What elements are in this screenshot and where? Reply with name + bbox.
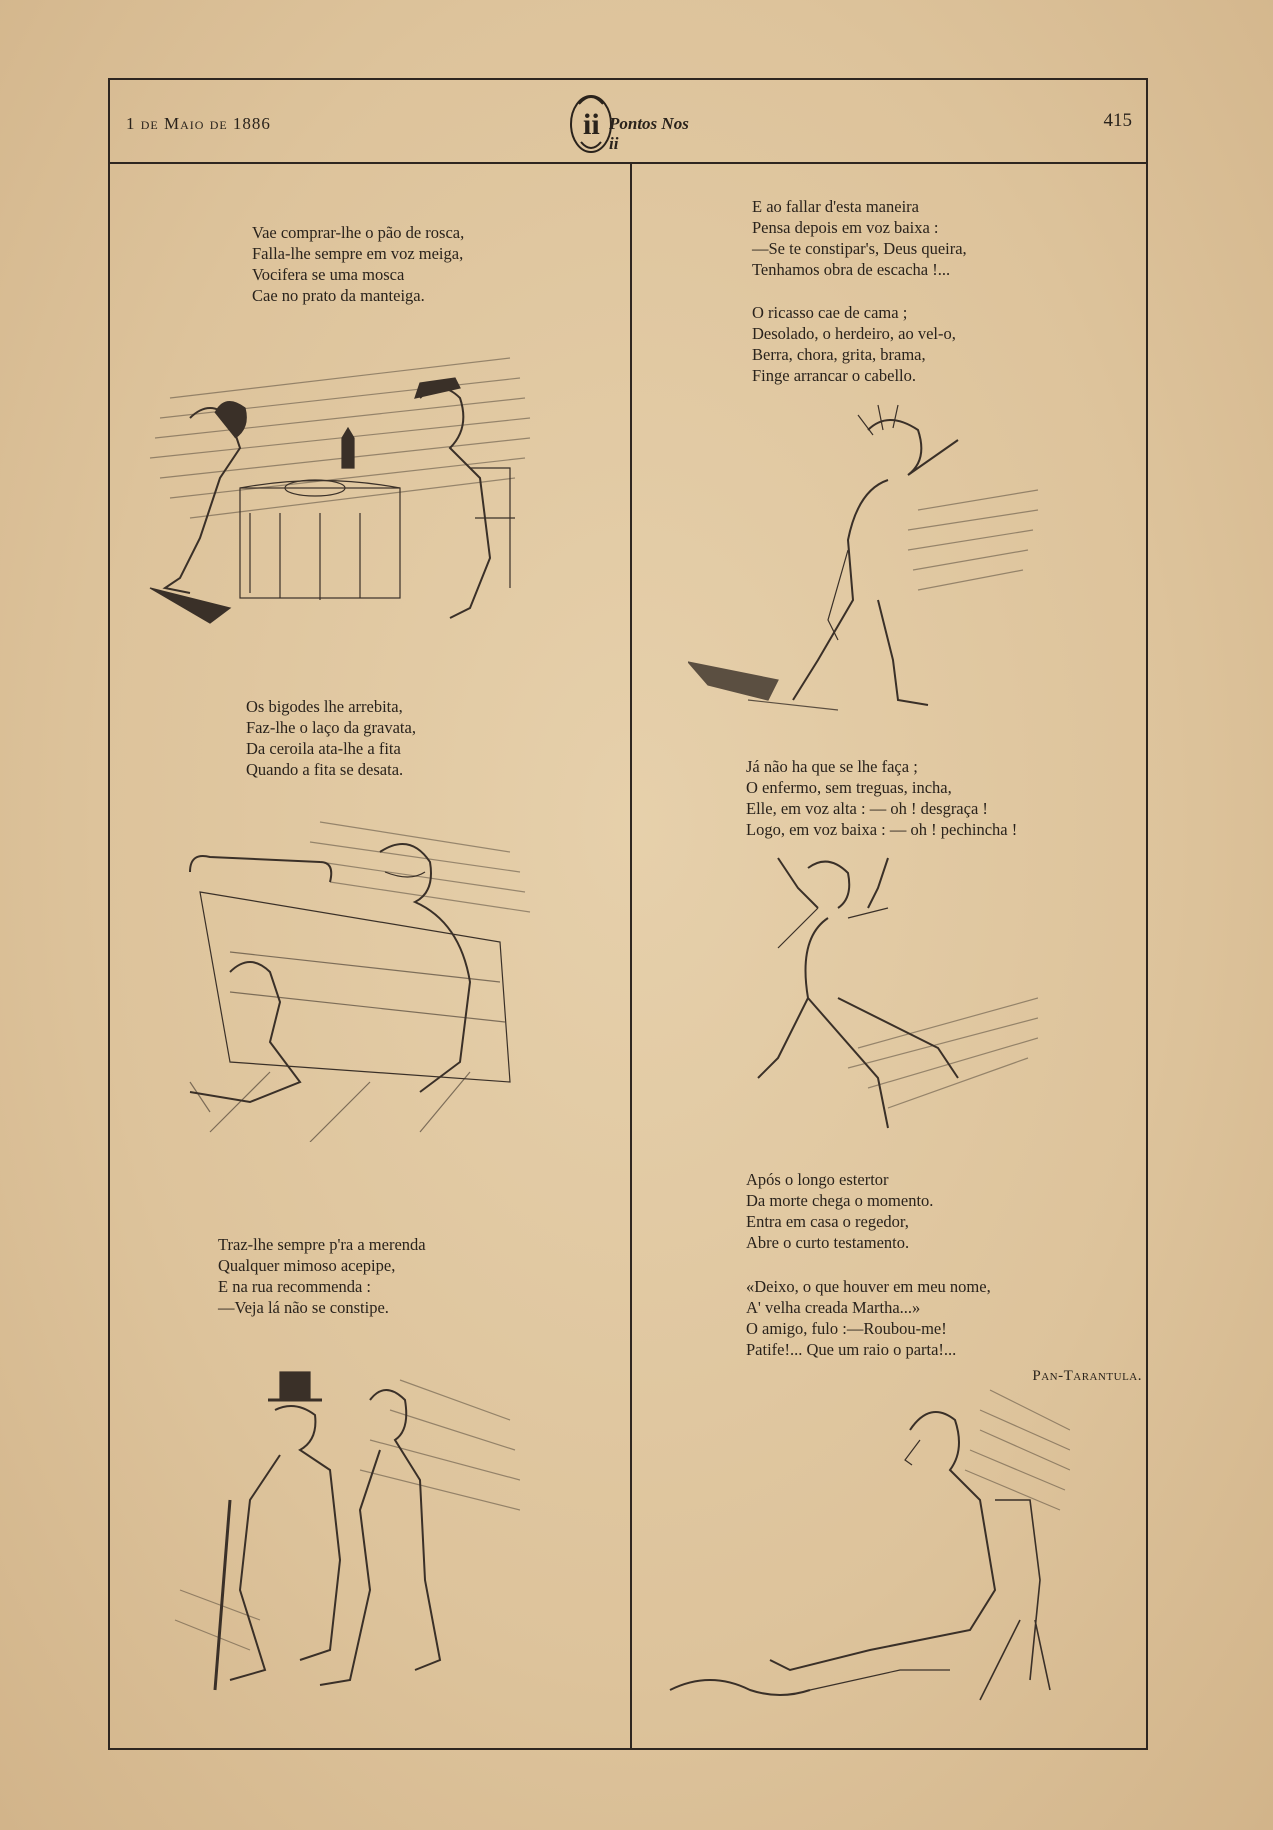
author-signature: Pan-Tarantula.	[1032, 1368, 1142, 1384]
right-stanza-4	[746, 1169, 933, 1253]
verse-line: O amigo, fulo :—Roubou-me!	[746, 1319, 947, 1338]
verse-line: Patife!... Que um raio o parta!...	[746, 1340, 957, 1359]
grief-figure-drawing	[688, 400, 1048, 730]
verse-line: Faz-lhe o laço da gravata,	[246, 718, 416, 737]
right-stanza-1	[752, 196, 967, 280]
street-walk-illustration	[170, 1360, 520, 1700]
verse-line: Já não ha que se lhe faça ;	[746, 757, 918, 776]
verse-line: Pensa depois em voz baixa :	[752, 218, 939, 237]
verse-line: Desolado, o herdeiro, ao vel-o,	[752, 324, 956, 343]
verse-line: Falla-lhe sempre em voz meiga,	[252, 244, 464, 263]
page-frame	[108, 78, 1148, 1750]
masthead-logo	[565, 84, 695, 158]
verse-line: Os bigodes lhe arrebita,	[246, 697, 403, 716]
verse-line: E ao fallar d'esta maneira	[752, 197, 919, 216]
verse-line: Cae no prato da manteiga.	[252, 286, 425, 305]
verse-line: Após o longo estertor	[746, 1170, 889, 1189]
verse-line: Qualquer mimoso acepipe,	[218, 1256, 396, 1275]
right-stanza-2	[752, 302, 956, 386]
right-stanza-3	[746, 756, 1017, 840]
page-number: 415	[1103, 110, 1132, 131]
left-stanza-1	[252, 222, 464, 306]
verse-line: A' velha creada Martha...»	[746, 1298, 921, 1317]
street-scene-drawing	[170, 1360, 520, 1700]
verse-line: O enfermo, sem treguas, incha,	[746, 778, 952, 797]
verse-line: Traz-lhe sempre p'ra a merenda	[218, 1235, 426, 1254]
verse-line: Quando a fita se desata.	[246, 760, 404, 779]
verse-line: Finge arrancar o cabello.	[752, 366, 917, 385]
verse-line: E na rua recommenda :	[218, 1277, 372, 1296]
verse-line: «Deixo, o que houver em meu nome,	[746, 1277, 991, 1296]
verse-line: Abre o curto testamento.	[746, 1233, 910, 1252]
verse-line: Vocifera se uma mosca	[252, 265, 405, 284]
verse-line: —Se te constipar's, Deus queira,	[752, 239, 967, 258]
left-stanza-3	[218, 1234, 426, 1318]
svg-text:ii: ii	[583, 108, 600, 141]
dining-scene-drawing	[130, 338, 550, 648]
verse-line: Da morte chega o momento.	[746, 1191, 934, 1210]
verse-line: Da ceroila ata-lhe a fita	[246, 739, 401, 758]
grief-gesture-illustration	[688, 400, 1048, 730]
verse-line: O ricasso cae de cama ;	[752, 303, 908, 322]
kneeling-at-bed-illustration	[170, 812, 540, 1142]
dancing-figure-drawing	[738, 848, 1038, 1138]
left-stanza-2	[246, 696, 416, 780]
verse-line: Entra em casa o regedor,	[746, 1212, 909, 1231]
verse-line: Berra, chora, grita, brama,	[752, 345, 926, 364]
right-stanza-5	[746, 1276, 991, 1360]
seated-man-drawing	[650, 1370, 1070, 1730]
verse-line: Logo, em voz baixa : — oh ! pechincha !	[746, 820, 1018, 839]
verse-line: Elle, em voz alta : — oh ! desgraça !	[746, 799, 988, 818]
bed-scene-drawing	[170, 812, 540, 1142]
verse-line: Tenhamos obra de escacha !...	[752, 260, 951, 279]
dining-table-scene-illustration	[130, 338, 550, 648]
verse-line: —Veja lá não se constipe.	[218, 1298, 389, 1317]
masthead-title: Pontos Nos ii	[609, 114, 689, 153]
seated-man-illustration	[650, 1370, 1070, 1730]
column-divider	[630, 162, 632, 1748]
dancing-figure-illustration	[738, 848, 1038, 1138]
verse-line: Vae comprar-lhe o pão de rosca,	[252, 223, 465, 242]
page-header	[110, 80, 1146, 164]
issue-date: 1 de Maio de 1886	[126, 114, 271, 133]
